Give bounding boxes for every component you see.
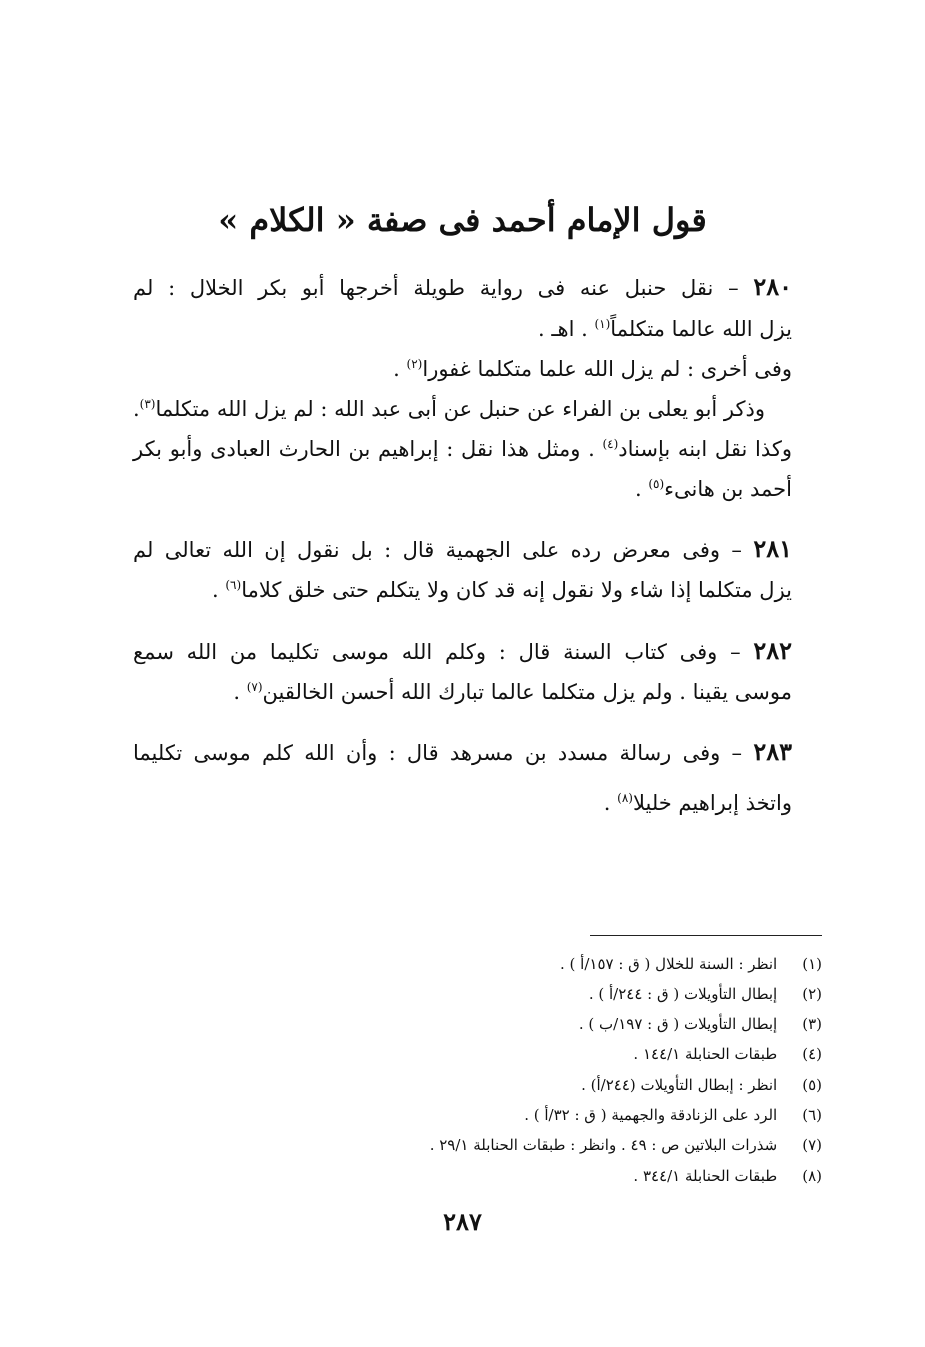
paragraph-283-line-2	[133, 786, 792, 820]
paragraph-280-line-4	[133, 392, 765, 426]
paragraph-text: يزل متكلما إذا شاء ولا نقول إنه قد كان ولا يتكلم حتى خلق كلاما	[241, 578, 792, 602]
footnote-6	[100, 1101, 822, 1129]
footnote-ref: (٨)	[617, 791, 633, 805]
footnote-ref: (٦)	[225, 578, 242, 592]
footnote-text: إبطال التأويلات ( ق : ٢٤٤/أ ) .	[588, 985, 778, 1003]
page-title: قول الإمام أحمد فى صفة « الكلام »	[218, 201, 707, 239]
paragraph-281-line-2	[133, 573, 792, 607]
paragraph-number: ٢٨١	[753, 534, 792, 563]
paragraph-text: وكذا نقل ابنه بإسناد	[618, 437, 792, 461]
paragraph-number: ٢٨٠	[753, 272, 792, 301]
paragraph-text: أحمد بن هانىء	[664, 477, 792, 501]
paragraph-text: .	[603, 791, 618, 815]
paragraph-text: يزل الله عالما متكلماً	[610, 317, 792, 341]
footnote-1	[100, 950, 822, 978]
footnote-ref: (١)	[594, 317, 611, 331]
paragraph-text: . ومثل هذا نقل : إبراهيم بن الحارث العبادى وأبو بكر	[133, 437, 603, 461]
paragraph-text: – وفى معرض رده على الجهمية قال : بل نقول إن الله تعالى لم	[133, 538, 754, 562]
footnote-index: (٤)	[802, 1045, 822, 1063]
footnote-text: الرد على الزنادقة والجهمية ( ق : ٣٢/أ ) .	[524, 1106, 778, 1124]
paragraph-281-line-1	[133, 532, 792, 567]
footnote-text: طبقات الحنابلة ٣٤٤/١ .	[633, 1167, 778, 1185]
paragraph-text: .	[233, 680, 247, 704]
paragraph-280-line-5	[133, 432, 792, 466]
page-number: ٢٨٧	[443, 1207, 482, 1236]
paragraph-280-line-2	[133, 312, 792, 346]
paragraph-number: ٢٨٢	[753, 636, 792, 665]
footnote-index: (٣)	[802, 1015, 822, 1033]
paragraph-280-line-3	[133, 352, 792, 386]
footnote-index: (٨)	[802, 1167, 822, 1185]
paragraph-text: .	[132, 397, 140, 421]
footnote-text: طبقات الحنابلة ١٤٤/١ .	[633, 1045, 778, 1063]
paragraph-text: – نقل حنبل عنه فى رواية طويلة أخرجها أبو بكر الخلال : لم	[133, 276, 754, 300]
paragraph-text: موسى يقينا . ولم يزل متكلما عالما تبارك الله أحسن الخالقين	[262, 680, 792, 704]
paragraph-text: . اهـ .	[538, 317, 595, 341]
footnote-index: (٦)	[802, 1106, 822, 1124]
footnote-ref: (٤)	[602, 437, 619, 451]
paragraph-text: – وفى رسالة مسدد بن مسرهد قال : وأن الله كلم موسى تكليما	[133, 741, 754, 765]
footnote-index: (١)	[802, 955, 822, 973]
paragraph-280-line-6	[133, 472, 792, 506]
footnote-3	[100, 1010, 822, 1038]
paragraph-text: .	[634, 477, 649, 501]
footnote-ref: (٣)	[139, 397, 156, 411]
footnote-index: (٧)	[802, 1136, 822, 1154]
footnote-text: شذرات البلاتين ص : ٤٩ . وانظر : طبقات الحنابلة ٢٩/١ .	[429, 1136, 778, 1154]
footnote-2	[100, 980, 822, 1008]
paragraph-text: واتخذ إبراهيم خليلا	[632, 791, 792, 815]
footnote-ref: (٢)	[406, 357, 423, 371]
footnote-text: انظر : السنة للخلال ( ق : ١٥٧/أ ) .	[560, 955, 778, 973]
paragraph-text: وذكر أبو يعلى بن الفراء عن حنبل عن أبى عبد الله : لم يزل الله متكلما	[155, 397, 765, 421]
footnote-index: (٥)	[802, 1076, 822, 1094]
footnote-ref: (٥)	[648, 477, 665, 491]
footnote-ref: (٧)	[246, 680, 263, 694]
paragraph-280-line-1	[133, 270, 792, 305]
paragraph-text: .	[393, 357, 407, 381]
footnote-4	[100, 1040, 822, 1068]
footnote-7	[100, 1131, 822, 1159]
paragraph-282-line-2	[133, 675, 792, 709]
paragraph-282-line-1	[133, 634, 792, 669]
paragraph-text: – وفى كتاب السنة قال : وكلم الله موسى تكليما من الله سمع	[133, 640, 754, 664]
footnote-8	[100, 1162, 822, 1190]
footnote-5	[100, 1071, 822, 1099]
footnote-text: انظر : إبطال التأويلات (٢٤٤/أ) .	[581, 1076, 778, 1094]
paragraph-283-line-1	[133, 735, 792, 770]
footnote-text: إبطال التأويلات ( ق : ١٩٧/ب ) .	[578, 1015, 778, 1033]
footnote-divider	[590, 935, 822, 936]
paragraph-text: وفى أخرى : لم يزل الله علما متكلما غفورا	[422, 357, 792, 381]
paragraph-text: .	[212, 578, 226, 602]
footnote-index: (٢)	[802, 985, 822, 1003]
paragraph-number: ٢٨٣	[753, 737, 792, 766]
